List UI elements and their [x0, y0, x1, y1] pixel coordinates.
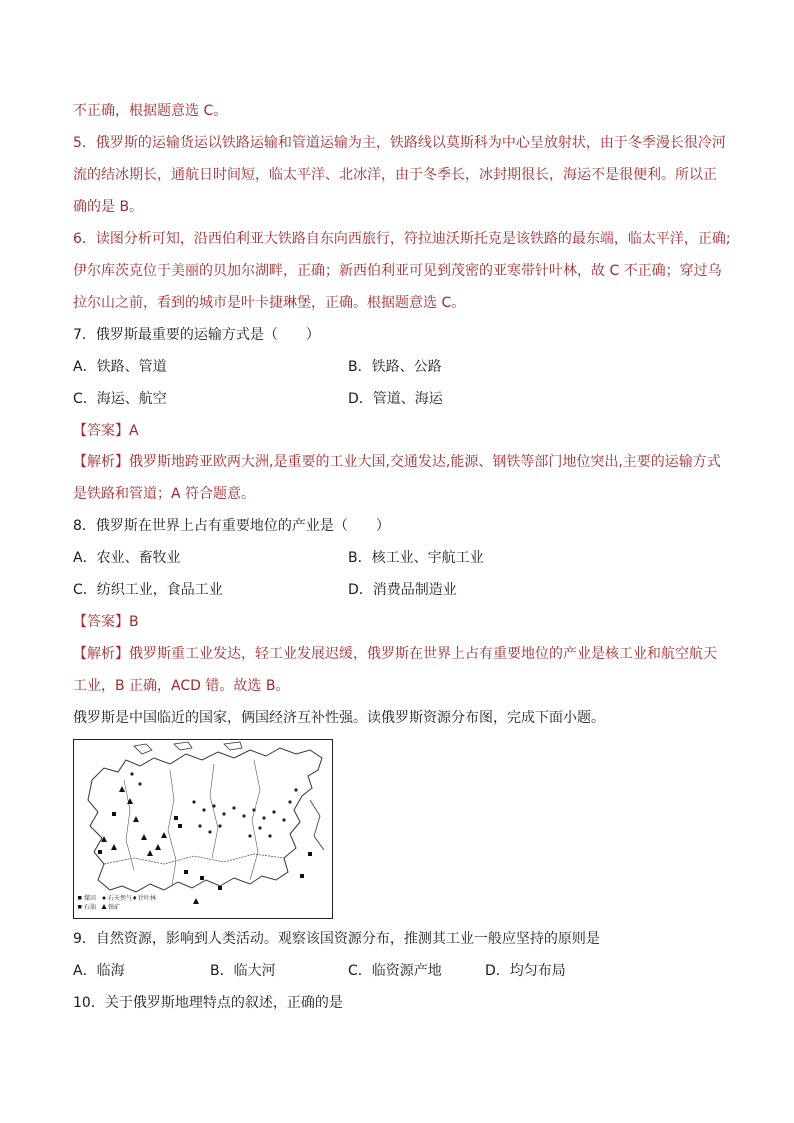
legend-gas: 石天然气 [108, 895, 133, 902]
passage-intro: 俄罗斯是中国临近的国家，俩国经济互补性强。读俄罗斯资源分布图，完成下面小题。 [73, 710, 605, 726]
q9-option-b: B．临大河 [210, 963, 276, 979]
q8-option-a: A．农业、畜牧业 [73, 550, 181, 566]
question-7: 7．俄罗斯最重要的运输方式是（ ） [73, 327, 320, 343]
russia-outline [88, 748, 322, 892]
text-line-6: 伊尔库茨克位于美丽的贝加尔湖畔，正确；新西伯利亚可见到茂密的亚寒带针叶林，故 C 不正确；穿过乌 [73, 263, 722, 279]
legend-coal: 煤田 [84, 895, 97, 902]
q7-option-c: C．海运、航空 [73, 391, 167, 407]
q7-option-d: D．管道、海运 [348, 391, 443, 407]
q9-option-d: D．均匀布局 [485, 963, 566, 979]
legend-iron: 铁矿 [108, 904, 121, 911]
q9-option-c: C．临资源产地 [348, 963, 442, 979]
arctic-islands [134, 742, 242, 754]
q7-option-b: B．铁路、公路 [348, 359, 442, 375]
analysis-label: 【解析】 [73, 454, 129, 470]
forest-symbols [130, 772, 297, 837]
text-line-7: 拉尔山之前，看到的城市是叶卡捷琳堡，正确。根据题意选 C。 [73, 295, 466, 311]
answer-value: B [129, 614, 139, 630]
text-line-2: 5．俄罗斯的运输货运以铁路运输和管道运输为主，铁路线以莫斯科为中心呈放射状，由于冬季漫长很冷河 [73, 135, 726, 151]
question-8: 8．俄罗斯在世界上占有重要地位的产业是（ ） [73, 518, 390, 534]
answer-value: A [129, 423, 139, 439]
analysis-text: 俄罗斯地跨亚欧两大洲,是重要的工业大国,交通发达,能源、钢铁等部门地位突出,主要的运输方式 [129, 454, 721, 470]
answer-label: 【答案】 [73, 614, 129, 630]
map-svg [74, 740, 332, 918]
map-legend [78, 894, 156, 911]
q7-analysis-line-1 [73, 452, 721, 472]
q9-option-a: A．临海 [73, 963, 125, 979]
text-line-4: 确的是 B。 [73, 199, 144, 215]
answer-label: 【答案】 [73, 423, 129, 439]
q8-option-b: B．核工业、宇航工业 [348, 550, 484, 566]
pacific-coast [310, 800, 324, 850]
coal-symbols [98, 812, 312, 890]
russia-resource-map [73, 739, 333, 919]
text-line-3: 流的结冰期长，通航日时间短，临太平洋、北冰洋，由于冬季长，冰封期很长，海运不是很便利。所以正 [73, 167, 717, 183]
q7-analysis-line-2: 是铁路和管道；A 符合题意。 [73, 486, 256, 502]
q8-answer [73, 612, 139, 632]
q8-option-d: D．消费品制造业 [348, 582, 457, 598]
q7-option-a: A．铁路、管道 [73, 359, 167, 375]
analysis-text: 俄罗斯重工业发达，轻工业发展迟缓，俄罗斯在世界上占有重要地位的产业是核工业和航空航天 [129, 646, 717, 662]
question-9: 9．自然资源，影响到人类活动。观察该国资源分布，推测其工业一般应坚持的原则是 [73, 931, 600, 947]
svg-text:♦: ♦ [132, 895, 138, 902]
analysis-label: 【解析】 [73, 646, 129, 662]
legend-forest: 针叶林 [138, 895, 157, 902]
q8-analysis-line-1 [73, 644, 717, 664]
oil-symbols [101, 786, 199, 904]
q8-analysis-line-2: 工业，B 正确，ACD 错。故选 B。 [73, 678, 290, 694]
text-line-5: 6．读图分析可知，沿西伯利亚大铁路自东向西旅行，符拉迪沃斯托克是该铁路的最东端，临太平洋，正确; [73, 231, 731, 247]
question-10: 10．关于俄罗斯地理特点的叙述，正确的是 [73, 995, 343, 1011]
internal-lines [124, 760, 260, 886]
text-line-1: 不正确，根据题意选 C。 [73, 103, 228, 119]
legend-oil: 石油 [84, 904, 97, 911]
q7-answer [73, 421, 139, 441]
q8-option-c: C．纺织工业，食品工业 [73, 582, 223, 598]
